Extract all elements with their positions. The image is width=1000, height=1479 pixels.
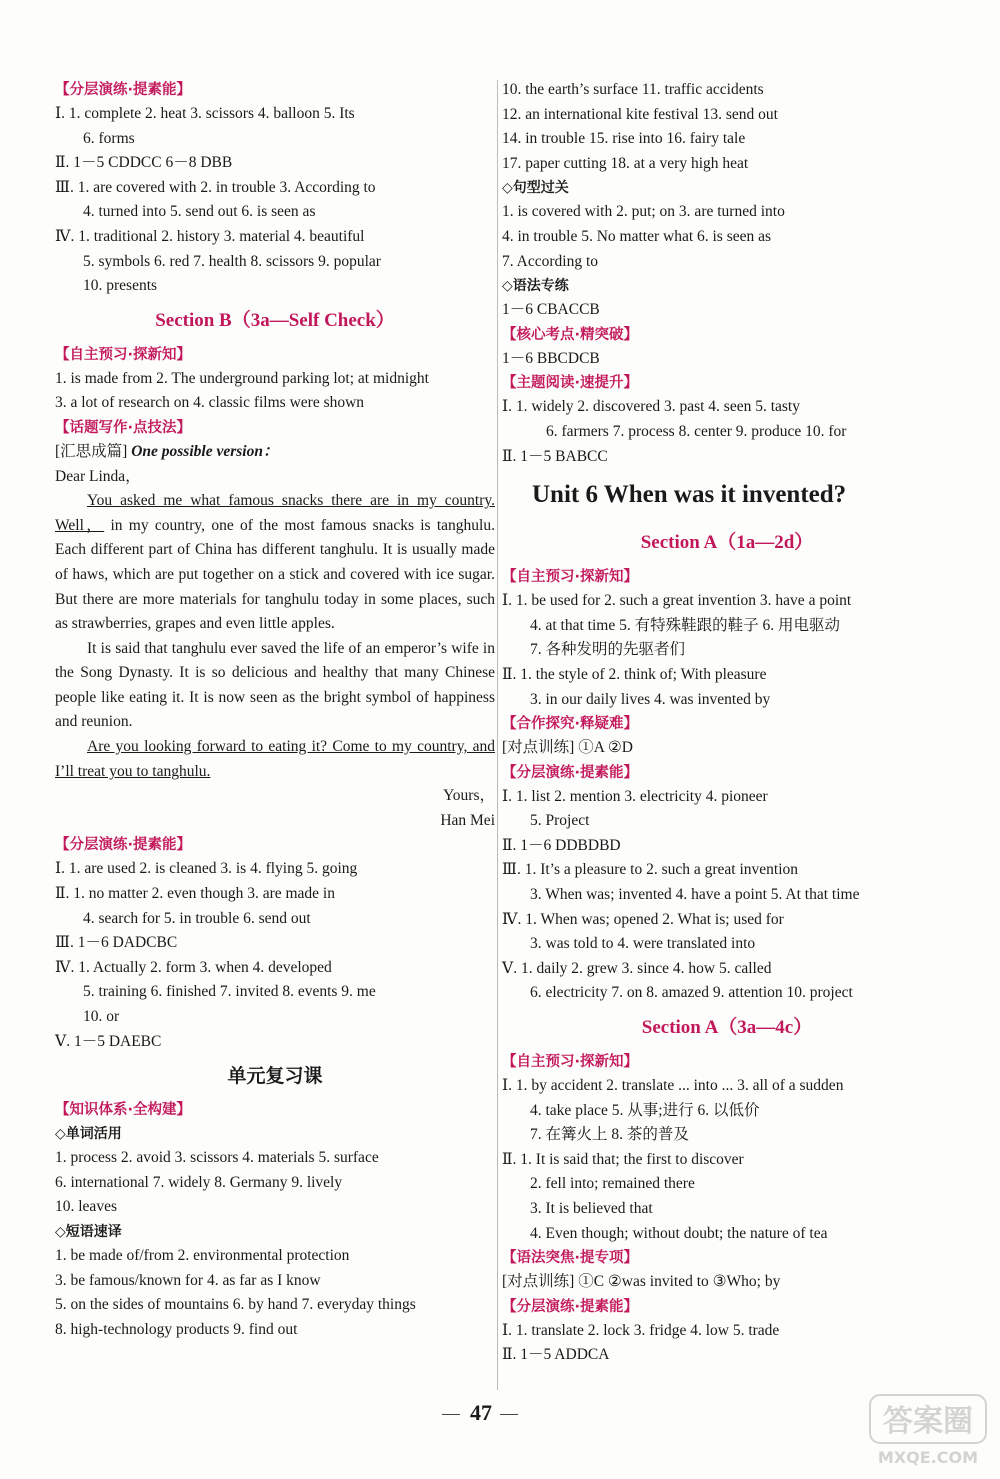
- essay-paragraph-2: It is said that tanghulu ever saved the life of an emperor’s wife in the Song Dynasty. It is so delicious and healthy that many Chinese people like eating it. It is now seen as the bright symbol of happiness and reunion.: [55, 639, 495, 731]
- right-column: [502, 78, 952, 1368]
- answer-line: Ⅴ. 1. daily 2. grew 3. since 4. how 5. called: [502, 959, 772, 977]
- answer-line: Ⅱ. 1. It is said that; the first to discover: [502, 1150, 744, 1168]
- answer-line: 3. When was; invented 4. have a point 5. At that time: [530, 886, 860, 904]
- answer-line: 12. an international kite festival 13. send out: [502, 105, 778, 123]
- tag-core-points: 【核心考点·精突破】: [502, 326, 639, 343]
- answer-line: 6. international 7. widely 8. Germany 9. lively: [55, 1173, 343, 1191]
- section-a-title-1: Section A（1a—2d）: [640, 532, 814, 554]
- footer-dash-right: [500, 1414, 518, 1415]
- answer-line: 5. symbols 6. red 7. health 8. scissors 9. popular: [83, 252, 381, 270]
- answer-line: 3. in our daily lives 4. was invented by: [530, 690, 771, 708]
- answer-line: 3. a lot of research on 4. classic films were shown: [55, 394, 365, 412]
- left-column: [55, 78, 495, 1342]
- tag-knowledge-system: 【知识体系·全构建】: [55, 1102, 192, 1119]
- answer-line: 8. high-technology products 9. find out: [55, 1320, 298, 1338]
- tag-theme-reading: 【主题阅读·速提升】: [502, 375, 639, 392]
- answer-line: 5. on the sides of mountains 6. by hand 7. everyday things: [55, 1296, 416, 1314]
- sub-sentence-patterns: ◇句型过关: [502, 180, 569, 197]
- answer-line: 4. Even though; without doubt; the nature of tea: [530, 1224, 828, 1242]
- tag-preview: 【自主预习·探新知】: [55, 346, 192, 363]
- answer-line: 5. Project: [530, 812, 590, 830]
- unit-review-title: 单元复习课: [227, 1065, 323, 1088]
- answer-line: Ⅰ. 1. complete 2. heat 3. scissors 4. balloon 5. Its: [55, 105, 355, 122]
- answer-line: Ⅱ. 1－5 BABCC: [502, 447, 608, 465]
- answer-line: 4. at that time 5. 有特殊鞋跟的鞋子 6. 用电驱动: [530, 616, 840, 634]
- tag-preview: 【自主预习·探新知】: [502, 1054, 639, 1071]
- answer-line: Ⅲ. 1－6 DADCBC: [55, 934, 178, 952]
- answer-line: 3. was told to 4. were translated into: [530, 935, 756, 953]
- answer-line: 1. be made of/from 2. environmental protection: [55, 1246, 350, 1264]
- tag-topic-writing: 【话题写作·点技法】: [55, 419, 192, 436]
- answer-line: [对点训练] ①A ②D: [502, 739, 634, 757]
- answer-line: 10. the earth’s surface 11. traffic accidents: [502, 81, 764, 98]
- answer-line: 4. in trouble 5. No matter what 6. is seen as: [502, 227, 772, 245]
- answer-line: 7. 在篝火上 8. 茶的普及: [530, 1126, 689, 1144]
- tag-preview: 【自主预习·探新知】: [502, 569, 639, 586]
- column-divider: [497, 80, 498, 1390]
- answer-line: 6. electricity 7. on 8. amazed 9. attention 10. project: [530, 984, 853, 1002]
- answer-line: Ⅳ. 1. Actually 2. form 3. when 4. developed: [55, 958, 332, 976]
- essay-header-prefix: [汇思成篇]: [55, 442, 128, 460]
- answer-line: 1－6 BBCDCB: [502, 349, 600, 367]
- answer-line: 1－6 CBACCB: [502, 301, 600, 319]
- tag-layered-practice: 【分层演练·提素能】: [55, 837, 192, 854]
- answer-line: Ⅰ. 1. list 2. mention 3. electricity 4. pioneer: [502, 787, 768, 805]
- answer-line: Ⅰ. 1. by accident 2. translate ... into ... 3. all of a sudden: [502, 1077, 844, 1095]
- answer-line: 3. It is believed that: [530, 1200, 653, 1217]
- essay-underlined-opening: You asked me what famous snacks there are in my country. Well，: [55, 492, 495, 534]
- answer-line: Ⅲ. 1. It’s a pleasure to 2. such a great invention: [502, 861, 799, 879]
- answer-line: Ⅴ. 1－5 DAEBC: [55, 1032, 162, 1050]
- tag-cooperative-inquiry: 【合作探究·释疑难】: [502, 716, 639, 733]
- answer-line: 7. According to: [502, 252, 598, 270]
- answer-line: 1. process 2. avoid 3. scissors 4. materials 5. surface: [55, 1149, 379, 1167]
- answer-line: 7. 各种发明的先驱者们: [530, 641, 686, 659]
- answer-line: Ⅰ. 1. be used for 2. such a great invention 3. have a point: [502, 592, 852, 610]
- watermark-text-cn: 答案圈: [883, 1404, 973, 1439]
- answer-line: 3. be famous/known for 4. as far as I know: [55, 1271, 321, 1289]
- essay-paragraph-1: [55, 489, 495, 637]
- answer-line: Ⅱ. 1－5 CDDCC 6－8 DBB: [55, 154, 233, 172]
- answer-line: 4. take place 5. 从事;进行 6. 以低价: [530, 1101, 760, 1119]
- sub-word-usage: ◇单词活用: [55, 1126, 122, 1143]
- answer-line: 17. paper cutting 18. at a very high heat: [502, 154, 749, 172]
- essay-closing: Yours，: [443, 787, 495, 805]
- watermark-text-url: MXQE.COM: [877, 1448, 979, 1467]
- answer-line: Ⅱ. 1－5 ADDCA: [502, 1346, 610, 1364]
- answer-line: 14. in trouble 15. rise into 16. fairy tale: [502, 130, 746, 148]
- answer-line: 10. presents: [83, 277, 158, 295]
- answer-line: 10. leaves: [55, 1198, 117, 1216]
- section-a-title-2: Section A（3a—4c）: [641, 1017, 813, 1039]
- page-number: 47: [470, 1400, 492, 1425]
- answer-line: 6. forms: [83, 129, 135, 147]
- essay-underlined-closing: Are you looking forward to eating it? Come to my country, and I’ll treat you to tanghulu.: [55, 738, 495, 780]
- watermark-logo: [868, 1391, 988, 1471]
- answer-line: Ⅱ. 1. no matter 2. even though 3. are made in: [55, 885, 335, 903]
- tag-grammar-focus: 【语法突焦·提专项】: [502, 1250, 639, 1267]
- answer-line: 1. is made from 2. The underground parking lot; at midnight: [55, 369, 429, 387]
- answer-line: Ⅰ. 1. are used 2. is cleaned 3. is 4. flying 5. going: [55, 860, 358, 878]
- answer-line: 10. or: [83, 1008, 120, 1025]
- footer-dash-left: [442, 1414, 460, 1415]
- answer-line: Ⅳ. 1. When was; opened 2. What is; used for: [502, 910, 784, 928]
- tag-layered-practice: 【分层演练·提素能】: [55, 82, 192, 98]
- essay-paragraph-3: [55, 735, 495, 784]
- essay-body: [55, 489, 495, 784]
- unit-title: Unit 6 When was it invented?: [532, 481, 847, 509]
- tag-layered-practice: 【分层演练·提素能】: [502, 1298, 639, 1315]
- sub-phrase-translation: ◇短语速译: [55, 1223, 122, 1240]
- answer-line: Ⅱ. 1－6 DDBDBD: [502, 836, 621, 854]
- answer-line: [对点训练] ①C ②was invited to ③Who; by: [502, 1273, 781, 1291]
- answer-line: Ⅳ. 1. traditional 2. history 3. material 4. beautiful: [55, 227, 365, 245]
- answer-line: 1. is covered with 2. put; on 3. are turned into: [502, 203, 785, 221]
- essay-greeting: Dear Linda，: [55, 467, 141, 485]
- answer-line: 5. training 6. finished 7. invited 8. events 9. me: [83, 983, 376, 1001]
- answer-line: Ⅲ. 1. are covered with 2. in trouble 3. According to: [55, 178, 376, 196]
- section-b-title: Section B（3a—Self Check）: [155, 309, 395, 331]
- essay-header-version: One possible version：: [131, 442, 279, 460]
- tag-layered-practice: 【分层演练·提素能】: [502, 764, 639, 781]
- answer-line: 2. fell into; remained there: [530, 1175, 695, 1193]
- answer-line: Ⅰ. 1. translate 2. lock 3. fridge 4. low 5. trade: [502, 1321, 780, 1339]
- answer-line: 4. search for 5. in trouble 6. send out: [83, 909, 311, 927]
- essay-paragraph-1-text: in my country, one of the most famous snacks is tanghulu. Each different part of China has different tanghulu. It is usually made of haws, which are put together on a stick and covered with ice sugar. But there are more materials for tanghulu today in some places, such as strawberries, grapes and even little apples.: [55, 516, 495, 633]
- answer-line: Ⅱ. 1. the style of 2. think of; With pleasure: [502, 665, 767, 683]
- answer-line: Ⅰ. 1. widely 2. discovered 3. past 4. seen 5. tasty: [502, 398, 800, 416]
- essay-signature: Han Mei: [440, 811, 495, 829]
- answer-line: 6. farmers 7. process 8. center 9. produce 10. for: [546, 422, 847, 440]
- essay-header: [55, 440, 495, 465]
- sub-grammar-practice: ◇语法专练: [502, 278, 569, 295]
- answer-line: 4. turned into 5. send out 6. is seen as: [83, 203, 316, 221]
